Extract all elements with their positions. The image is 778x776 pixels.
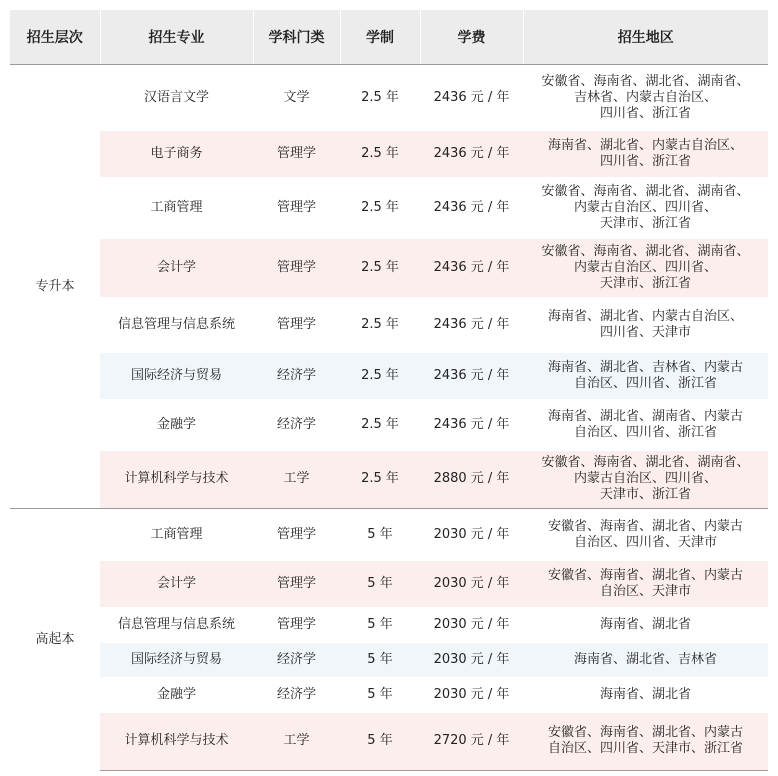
- category-cell: 管理学: [253, 177, 340, 239]
- fee-cell: 2880 元 / 年: [420, 451, 523, 509]
- region-line: 内蒙古自治区、四川省、: [573, 259, 717, 275]
- category-cell: 管理学: [253, 607, 340, 643]
- duration-cell: 2.5 年: [340, 353, 420, 399]
- category-cell: 管理学: [253, 297, 340, 353]
- region-line: 内蒙古自治区、四川省、: [573, 199, 717, 215]
- major-cell: 信息管理与信息系统: [100, 297, 253, 353]
- duration-cell: 2.5 年: [340, 451, 420, 509]
- category-cell: 经济学: [253, 643, 340, 677]
- region-cell: [523, 643, 768, 677]
- table-row: [10, 177, 768, 239]
- major-cell: 国际经济与贸易: [100, 353, 253, 399]
- fee-cell: 2030 元 / 年: [420, 607, 523, 643]
- region-line: 海南省、湖北省、吉林省、内蒙古: [547, 359, 743, 375]
- region-line: 天津市、浙江省: [599, 487, 691, 503]
- region-line: 安徽省、海南省、湖北省、湖南省、: [541, 73, 750, 89]
- region-line: 安徽省、海南省、湖北省、湖南省、: [541, 455, 750, 471]
- header-duration: 学制: [340, 10, 420, 65]
- region-cell: [523, 177, 768, 239]
- region-line: 四川省、浙江省: [599, 153, 691, 169]
- major-cell: 工商管理: [100, 509, 253, 561]
- category-cell: 管理学: [253, 239, 340, 297]
- region-line: 自治区、四川省、浙江省: [573, 424, 717, 440]
- major-cell: 汉语言文学: [100, 65, 253, 131]
- region-line: 海南省、湖北省、内蒙古自治区、: [547, 137, 743, 153]
- fee-cell: 2436 元 / 年: [420, 131, 523, 177]
- region-line: 四川省、浙江省: [599, 105, 691, 121]
- table-row: [10, 239, 768, 297]
- table-row: [10, 643, 768, 677]
- category-cell: 工学: [253, 451, 340, 509]
- table-row: [10, 451, 768, 509]
- table-row: [10, 297, 768, 353]
- region-line: 海南省、湖北省、内蒙古自治区、: [547, 308, 743, 324]
- category-cell: 经济学: [253, 353, 340, 399]
- duration-cell: 5 年: [340, 677, 420, 713]
- region-cell: [523, 399, 768, 451]
- duration-cell: 5 年: [340, 561, 420, 607]
- duration-cell: 2.5 年: [340, 239, 420, 297]
- region-cell: [523, 353, 768, 399]
- region-line: 安徽省、海南省、湖北省、内蒙古: [547, 725, 743, 741]
- region-cell: [523, 713, 768, 771]
- level-cell: 高起本: [10, 509, 100, 771]
- table-row: [10, 131, 768, 177]
- category-cell: 管理学: [253, 561, 340, 607]
- header-row: [10, 10, 768, 65]
- table-row: [10, 353, 768, 399]
- enrollment-table: [10, 10, 768, 771]
- duration-cell: 2.5 年: [340, 297, 420, 353]
- region-line: 天津市、浙江省: [599, 215, 691, 231]
- category-cell: 管理学: [253, 509, 340, 561]
- category-cell: 工学: [253, 713, 340, 771]
- region-cell: [523, 509, 768, 561]
- table-row: [10, 65, 768, 131]
- region-cell: [523, 65, 768, 131]
- region-line: 四川省、天津市: [599, 324, 691, 340]
- region-line: 海南省、湖北省: [599, 616, 691, 632]
- region-line: 安徽省、海南省、湖北省、内蒙古: [547, 518, 743, 534]
- fee-cell: 2436 元 / 年: [420, 353, 523, 399]
- fee-cell: 2436 元 / 年: [420, 177, 523, 239]
- region-cell: [523, 677, 768, 713]
- duration-cell: 2.5 年: [340, 177, 420, 239]
- region-line: 内蒙古自治区、四川省、: [573, 471, 717, 487]
- major-cell: 金融学: [100, 399, 253, 451]
- region-line: 海南省、湖北省: [599, 686, 691, 702]
- major-cell: 电子商务: [100, 131, 253, 177]
- major-cell: 计算机科学与技术: [100, 451, 253, 509]
- level-cell: 专升本: [10, 65, 100, 509]
- header-category: 学科门类: [253, 10, 340, 65]
- major-cell: 信息管理与信息系统: [100, 607, 253, 643]
- region-line: 自治区、天津市: [599, 583, 691, 599]
- enrollment-table-container: [10, 10, 768, 770]
- major-cell: 金融学: [100, 677, 253, 713]
- fee-cell: 2436 元 / 年: [420, 65, 523, 131]
- duration-cell: 5 年: [340, 643, 420, 677]
- table-row: [10, 677, 768, 713]
- major-cell: 国际经济与贸易: [100, 643, 253, 677]
- fee-cell: 2436 元 / 年: [420, 399, 523, 451]
- region-line: 自治区、四川省、天津市: [573, 534, 717, 550]
- fee-cell: 2030 元 / 年: [420, 561, 523, 607]
- header-fee: 学费: [420, 10, 523, 65]
- region-line: 安徽省、海南省、湖北省、湖南省、: [541, 243, 750, 259]
- header-level: 招生层次: [10, 10, 100, 65]
- table-row: [10, 399, 768, 451]
- region-line: 海南省、湖北省、吉林省: [573, 651, 717, 667]
- major-cell: 会计学: [100, 561, 253, 607]
- fee-cell: 2030 元 / 年: [420, 509, 523, 561]
- region-cell: [523, 297, 768, 353]
- fee-cell: 2030 元 / 年: [420, 643, 523, 677]
- header-major: 招生专业: [100, 10, 253, 65]
- region-cell: [523, 607, 768, 643]
- region-line: 海南省、湖北省、湖南省、内蒙古: [547, 408, 743, 424]
- region-line: 安徽省、海南省、湖北省、内蒙古: [547, 567, 743, 583]
- major-cell: 计算机科学与技术: [100, 713, 253, 771]
- duration-cell: 2.5 年: [340, 131, 420, 177]
- duration-cell: 5 年: [340, 713, 420, 771]
- region-cell: [523, 131, 768, 177]
- table-row: [10, 509, 768, 561]
- major-cell: 会计学: [100, 239, 253, 297]
- region-line: 自治区、四川省、天津市、浙江省: [547, 741, 743, 757]
- category-cell: 经济学: [253, 677, 340, 713]
- region-cell: [523, 239, 768, 297]
- table-body: [10, 65, 768, 771]
- region-line: 自治区、四川省、浙江省: [573, 375, 717, 391]
- table-row: [10, 713, 768, 771]
- duration-cell: 5 年: [340, 607, 420, 643]
- category-cell: 管理学: [253, 131, 340, 177]
- duration-cell: 2.5 年: [340, 399, 420, 451]
- region-line: 天津市、浙江省: [599, 275, 691, 291]
- fee-cell: 2720 元 / 年: [420, 713, 523, 771]
- table-row: [10, 607, 768, 643]
- fee-cell: 2436 元 / 年: [420, 297, 523, 353]
- fee-cell: 2030 元 / 年: [420, 677, 523, 713]
- table-row: [10, 561, 768, 607]
- major-cell: 工商管理: [100, 177, 253, 239]
- region-line: 安徽省、海南省、湖北省、湖南省、: [541, 183, 750, 199]
- fee-cell: 2436 元 / 年: [420, 239, 523, 297]
- region-cell: [523, 561, 768, 607]
- region-line: 吉林省、内蒙古自治区、: [573, 89, 717, 105]
- category-cell: 经济学: [253, 399, 340, 451]
- duration-cell: 2.5 年: [340, 65, 420, 131]
- region-cell: [523, 451, 768, 509]
- header-region: 招生地区: [523, 10, 768, 65]
- duration-cell: 5 年: [340, 509, 420, 561]
- category-cell: 文学: [253, 65, 340, 131]
